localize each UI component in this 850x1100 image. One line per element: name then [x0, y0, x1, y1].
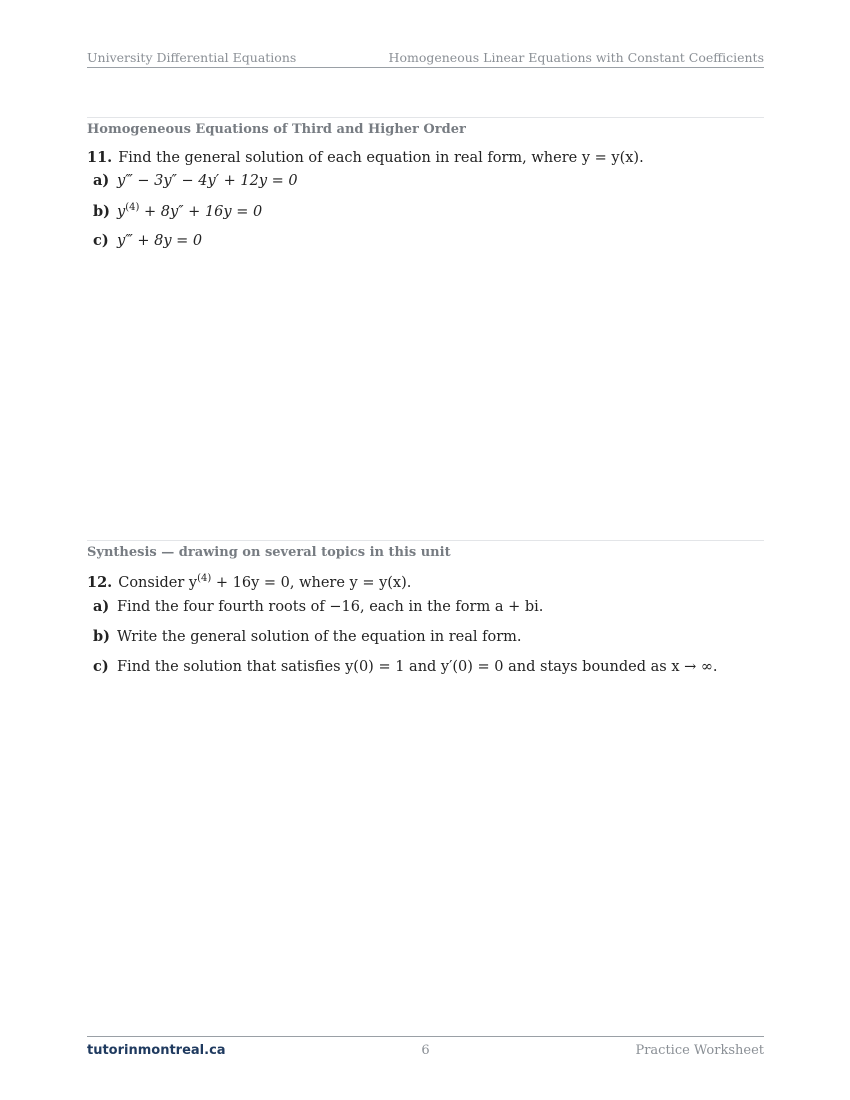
section-divider	[87, 540, 764, 541]
problem-12-part-b	[93, 628, 522, 645]
footer-label: Practice Worksheet	[635, 1043, 764, 1058]
problem-11-part-a	[93, 172, 298, 189]
header-course-title: University Differential Equations	[87, 50, 297, 65]
page-number: 6	[421, 1043, 430, 1058]
equation: y‴ − 3y″ − 4y′ + 12y = 0	[117, 173, 298, 189]
part-label: a)	[93, 172, 110, 189]
part-label: b)	[93, 203, 110, 220]
section-title: Homogeneous Equations of Third and Higher Order	[87, 122, 466, 137]
equation: y‴ + 8y = 0	[117, 233, 203, 249]
problem-text: Find the general solution of each equation in real form, where y = y(x).	[118, 150, 644, 166]
problem-12-part-a	[93, 598, 543, 615]
footer-divider	[87, 1036, 764, 1037]
problem-number: 12.	[87, 574, 113, 591]
page-footer	[87, 1043, 764, 1061]
part-label: b)	[93, 628, 110, 645]
part-label: c)	[93, 658, 109, 675]
header-divider	[87, 67, 764, 68]
equation: $y^{(4)} + 8y'' + 16y = 0$	[117, 202, 263, 220]
problem-12-part-c	[93, 658, 718, 675]
problem-11-part-b	[93, 202, 262, 220]
part-text: Find the four fourth roots of −16, each in the form a + bi.	[117, 599, 544, 615]
part-text: Find the solution that satisfies y(0) = 1 and y′(0) = 0 and stays bounded as x → ∞.	[117, 659, 718, 675]
problem-12	[87, 573, 411, 591]
part-text: Write the general solution of the equation in real form.	[117, 629, 522, 645]
problem-11-part-c	[93, 232, 202, 249]
part-label: a)	[93, 598, 110, 615]
problem-text: Consider $y^{(4)} + 16y = 0$, where y = y(x).	[118, 573, 412, 591]
header-topic-title: Homogeneous Linear Equations with Constant Coefficients	[388, 50, 764, 65]
footer-site-link[interactable]: tutorinmontreal.ca	[87, 1043, 226, 1058]
page-header	[87, 50, 764, 65]
problem-number: 11.	[87, 149, 113, 166]
problem-11	[87, 149, 644, 166]
section-title: Synthesis — drawing on several topics in this unit	[87, 545, 451, 560]
section-divider	[87, 117, 764, 118]
part-label: c)	[93, 232, 109, 249]
